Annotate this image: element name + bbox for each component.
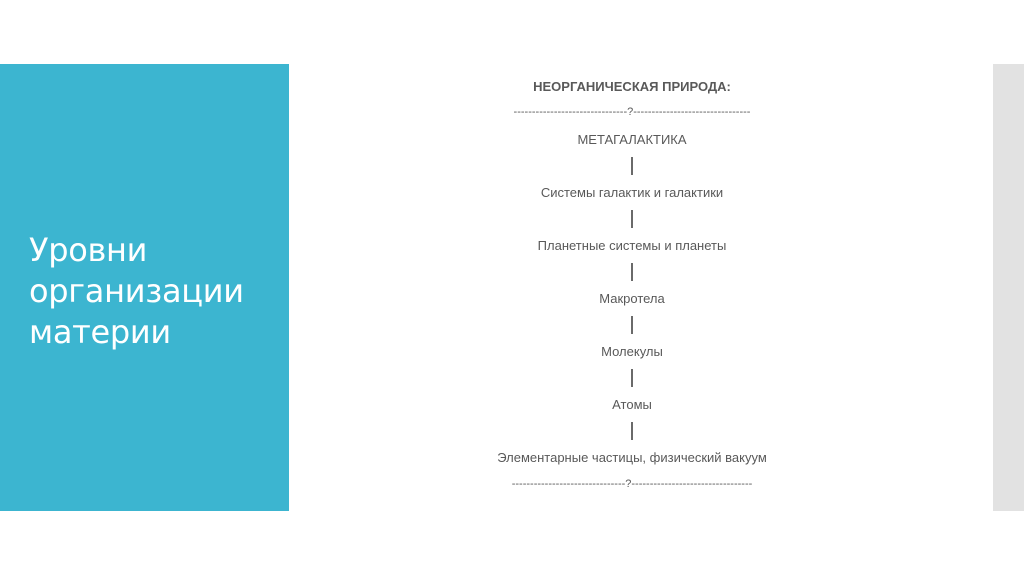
connector-line [631, 263, 633, 281]
connector-line [631, 316, 633, 334]
bottom-separator: -------------------------------?--------------------------------- [511, 478, 753, 490]
level-metagalaxy: МЕТАГАЛАКТИКА [577, 132, 687, 147]
connector-line [631, 422, 633, 440]
side-bar [993, 64, 1024, 511]
level-macrobodies: Макротела [599, 291, 665, 306]
level-elementary-particles: Элементарные частицы, физический вакуум [497, 450, 767, 465]
connector-line [631, 157, 633, 175]
top-separator: -------------------------------?-------------------------------- [513, 106, 751, 118]
level-planetary-systems: Планетные системы и планеты [537, 238, 727, 253]
connector-line [631, 210, 633, 228]
slide-title: Уровни организации материи [29, 231, 244, 351]
level-molecules: Молекулы [601, 344, 663, 359]
diagram-heading: НЕОРГАНИЧЕСКАЯ ПРИРОДА: [533, 79, 731, 94]
level-atoms: Атомы [612, 397, 652, 412]
connector-line [631, 369, 633, 387]
level-galaxy-systems: Системы галактик и галактики [540, 185, 724, 200]
